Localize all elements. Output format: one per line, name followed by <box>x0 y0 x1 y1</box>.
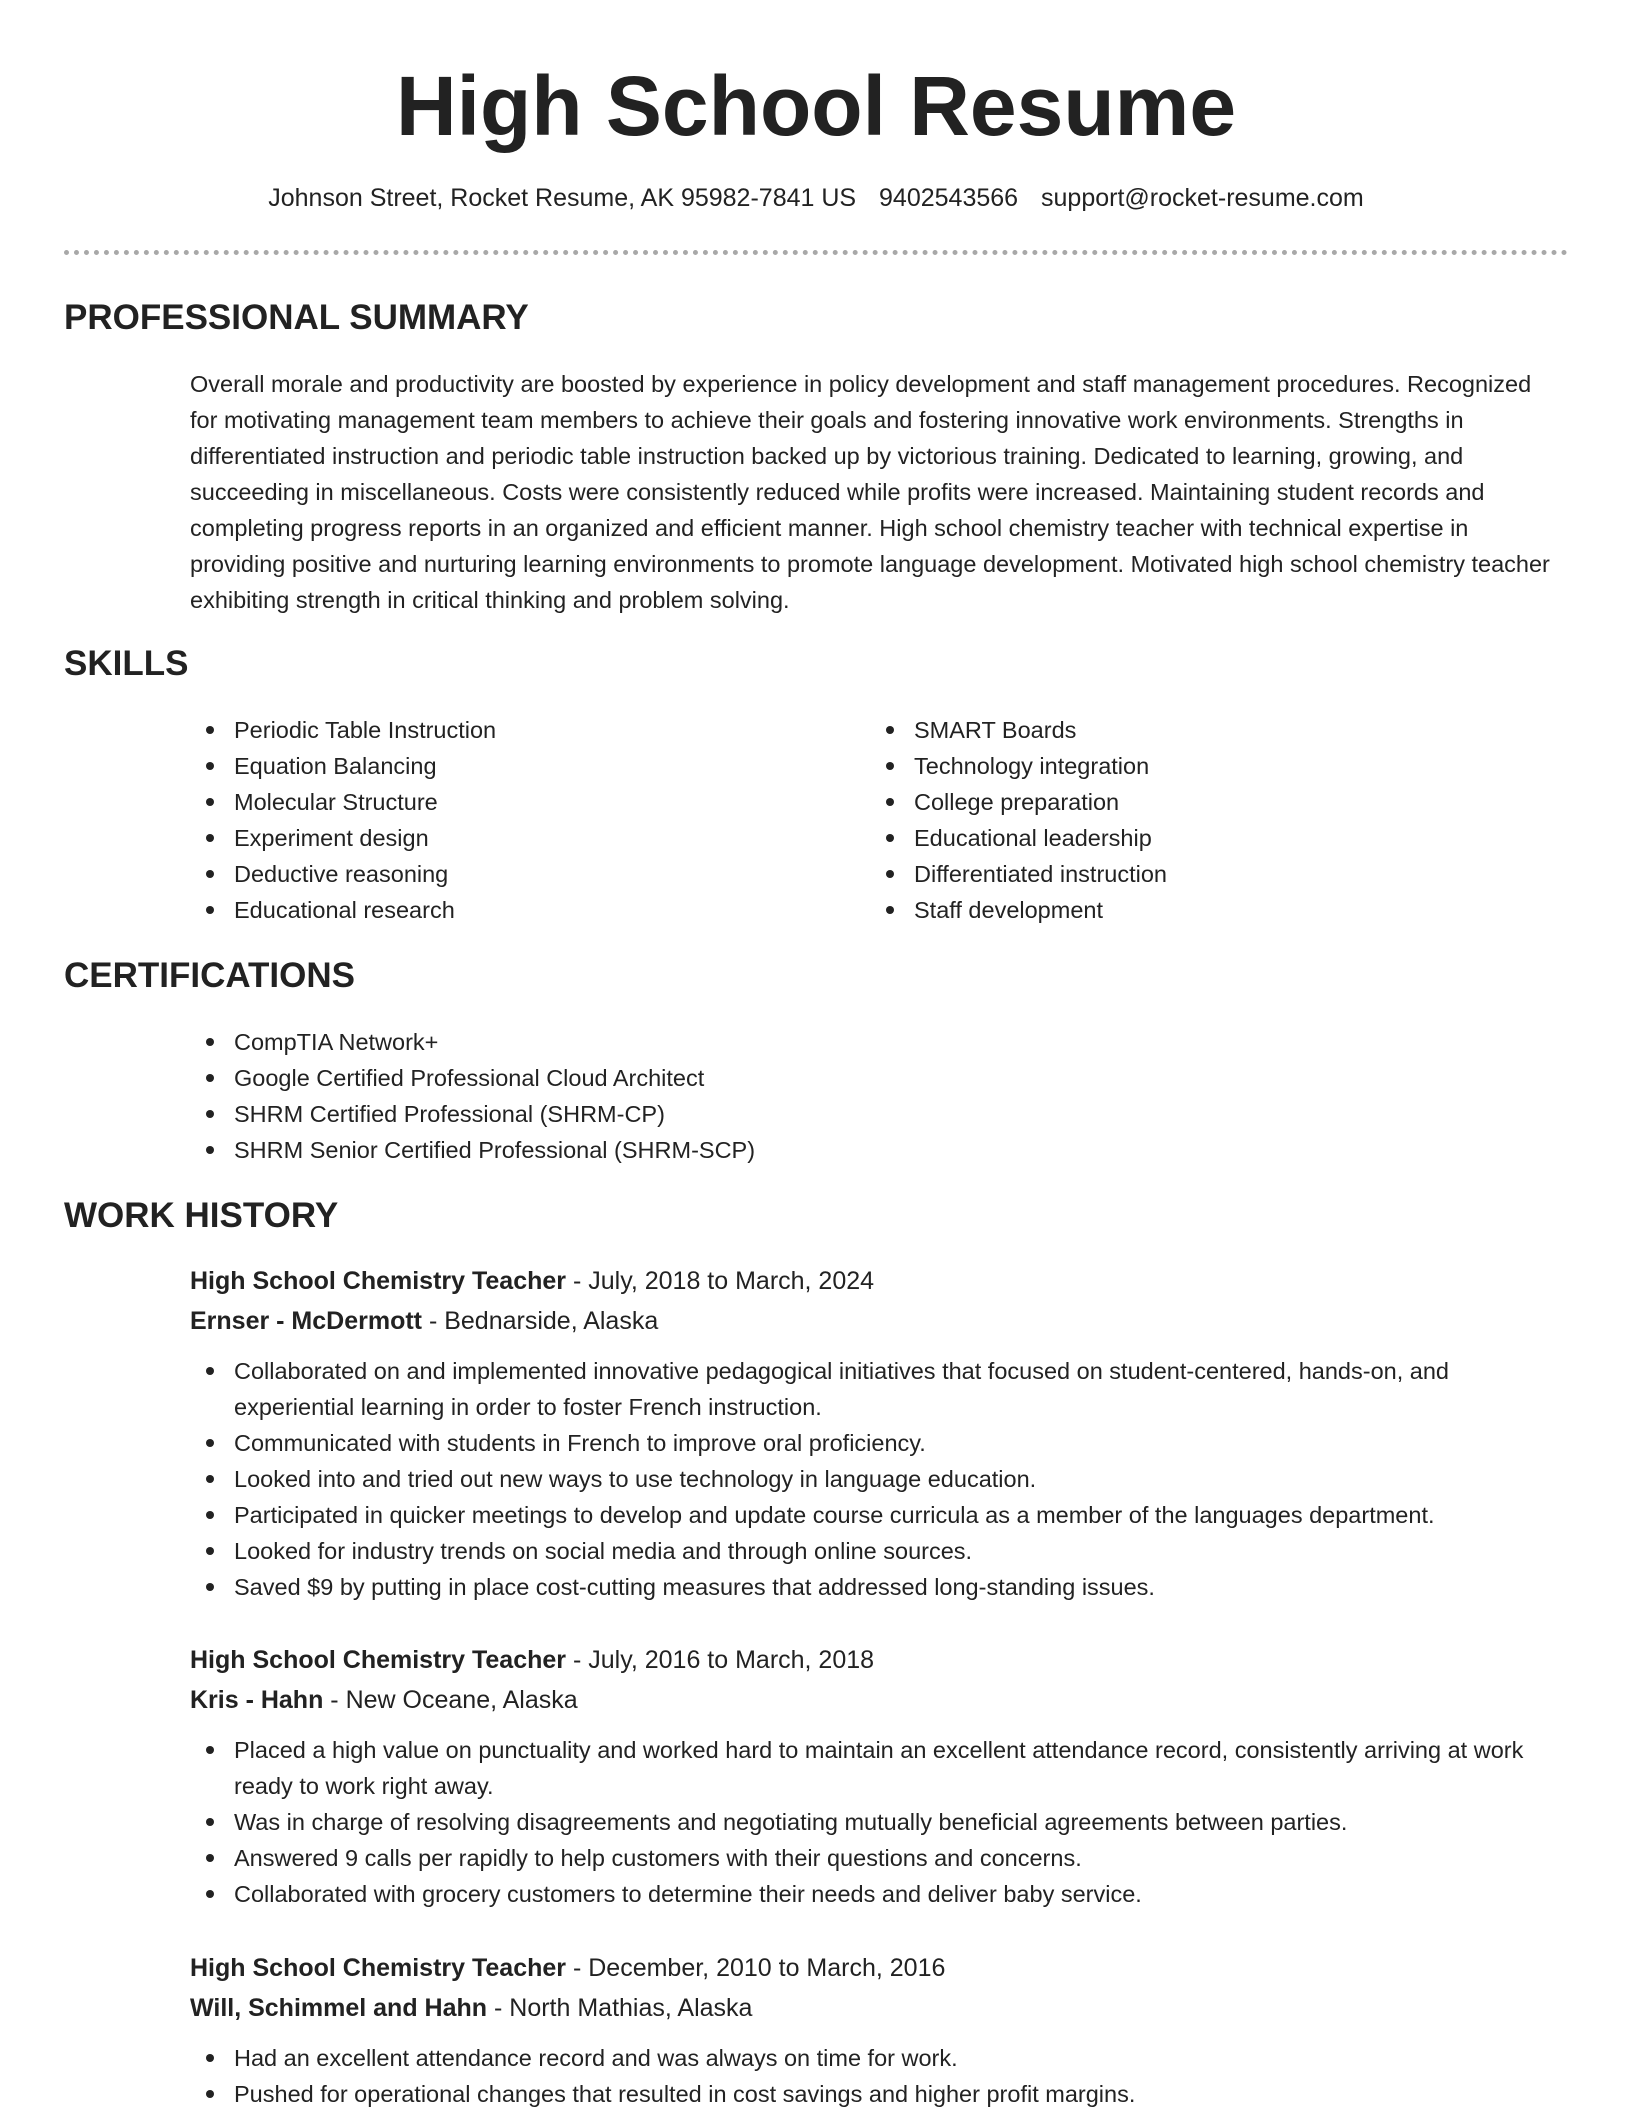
certifications-list <box>190 1024 1490 1168</box>
job-employer: Will, Schimmel and Hahn <box>190 1994 488 2022</box>
certification-item: SHRM Certified Professional (SHRM-CP) <box>190 1096 1490 1132</box>
job-bullet: Pushed for operational changes that resulted in cost savings and higher profit margins. <box>190 2076 1560 2112</box>
skill-item: College preparation <box>870 784 1510 820</box>
job-location: Bednarside, Alaska <box>444 1307 659 1335</box>
skill-item: Differentiated instruction <box>870 856 1510 892</box>
skill-item: Experiment design <box>190 820 830 856</box>
job-role: High School Chemistry Teacher <box>190 1646 567 1674</box>
skill-item: Staff development <box>870 892 1510 928</box>
job-dates: December, 2010 to March, 2016 <box>588 1954 946 1982</box>
contact-email: support@rocket-resume.com <box>1041 184 1364 212</box>
job-bullet: Communicated with students in French to improve oral proficiency. <box>190 1425 1560 1461</box>
contact-phone: 9402543566 <box>879 184 1019 212</box>
skill-item: SMART Boards <box>870 712 1510 748</box>
job-bullet: Answered 9 calls per rapidly to help customers with their questions and concerns. <box>190 1840 1560 1876</box>
job-bullet: Collaborated with grocery customers to determine their needs and deliver baby service. <box>190 1876 1560 1912</box>
skill-item: Molecular Structure <box>190 784 830 820</box>
certification-item: SHRM Senior Certified Professional (SHRM-SCP) <box>190 1132 1490 1168</box>
job-location: New Oceane, Alaska <box>345 1686 578 1714</box>
certification-item: CompTIA Network+ <box>190 1024 1490 1060</box>
job-bullet: Looked for industry trends on social media and through online sources. <box>190 1533 1560 1569</box>
job-location: North Mathias, Alaska <box>509 1994 753 2022</box>
job-employer: Ernser - McDermott <box>190 1307 422 1335</box>
skills-heading: SKILLS <box>64 644 189 683</box>
job-role: High School Chemistry Teacher <box>190 1954 567 1982</box>
job-dates: July, 2018 to March, 2024 <box>588 1267 875 1295</box>
skills-list-left <box>190 712 830 928</box>
job-bullet: Placed a high value on punctuality and worked hard to maintain an excellent attendance record, consistently arriving at work ready to work right away. <box>190 1732 1560 1804</box>
job-title-line: High School Chemistry Teacher - July, 2018 to March, 2024 <box>190 1267 875 1295</box>
job-employer: Kris - Hahn <box>190 1686 324 1714</box>
certifications-heading: CERTIFICATIONS <box>64 956 356 995</box>
skill-item: Technology integration <box>870 748 1510 784</box>
summary-heading: PROFESSIONAL SUMMARY <box>64 298 529 337</box>
job-employer-line: Kris - Hahn - New Oceane, Alaska <box>190 1686 578 1714</box>
job-bullets <box>190 2040 1560 2112</box>
job-bullet: Participated in quicker meetings to develop and update course curricula as a member of the languages department. <box>190 1497 1560 1533</box>
job-employer-line: Ernser - McDermott - Bednarside, Alaska <box>190 1307 659 1335</box>
skill-item: Educational leadership <box>870 820 1510 856</box>
job-title-line: High School Chemistry Teacher - December, 2010 to March, 2016 <box>190 1954 946 1982</box>
job-bullet: Saved $9 by putting in place cost-cutting measures that addressed long-standing issues. <box>190 1569 1560 1605</box>
job-bullet: Collaborated on and implemented innovative pedagogical initiatives that focused on student-centered, hands-on, and experiential learning in order to foster French instruction. <box>190 1353 1560 1425</box>
skill-item: Periodic Table Instruction <box>190 712 830 748</box>
contact-line <box>0 180 1632 216</box>
job-bullet: Had an excellent attendance record and was always on time for work. <box>190 2040 1560 2076</box>
job-bullets <box>190 1353 1560 1605</box>
job-role: High School Chemistry Teacher <box>190 1267 567 1295</box>
job-title-line: High School Chemistry Teacher - July, 2016 to March, 2018 <box>190 1646 875 1674</box>
job-entry <box>190 1640 1560 1912</box>
job-bullet: Looked into and tried out new ways to use technology in language education. <box>190 1461 1560 1497</box>
summary-text: Overall morale and productivity are boosted by experience in policy development and staff management procedures. Recognized for motivating management team members to achieve their goals and fostering innovative work environments. Strengths in differentiated instruction and periodic table instruction backed up by victorious training. Dedicated to learning, growing, and succeeding in miscellaneous. Costs were consistently reduced while profits were increased. Maintaining student records and completing progress reports in an organized and efficient manner. High school chemistry teacher with technical expertise in providing positive and nurturing learning environments to promote language development. Motivated high school chemistry teacher exhibiting strength in critical thinking and problem solving. <box>190 371 1550 613</box>
skill-item: Deductive reasoning <box>190 856 830 892</box>
job-bullets <box>190 1732 1560 1912</box>
skill-item: Educational research <box>190 892 830 928</box>
resume-name: High School Resume <box>395 59 1237 153</box>
job-dates: July, 2016 to March, 2018 <box>588 1646 875 1674</box>
work-history-heading: WORK HISTORY <box>64 1196 339 1235</box>
skills-list-right <box>870 712 1510 928</box>
contact-address: Johnson Street, Rocket Resume, AK 95982-7841 US <box>268 184 857 212</box>
skill-item: Equation Balancing <box>190 748 830 784</box>
job-bullet: Was in charge of resolving disagreements and negotiating mutually beneficial agreements between parties. <box>190 1804 1560 1840</box>
certification-item: Google Certified Professional Cloud Architect <box>190 1060 1490 1096</box>
job-entry <box>190 1948 1560 2112</box>
header-divider <box>64 250 1568 255</box>
job-entry <box>190 1261 1560 1605</box>
job-employer-line: Will, Schimmel and Hahn - North Mathias, Alaska <box>190 1994 753 2022</box>
